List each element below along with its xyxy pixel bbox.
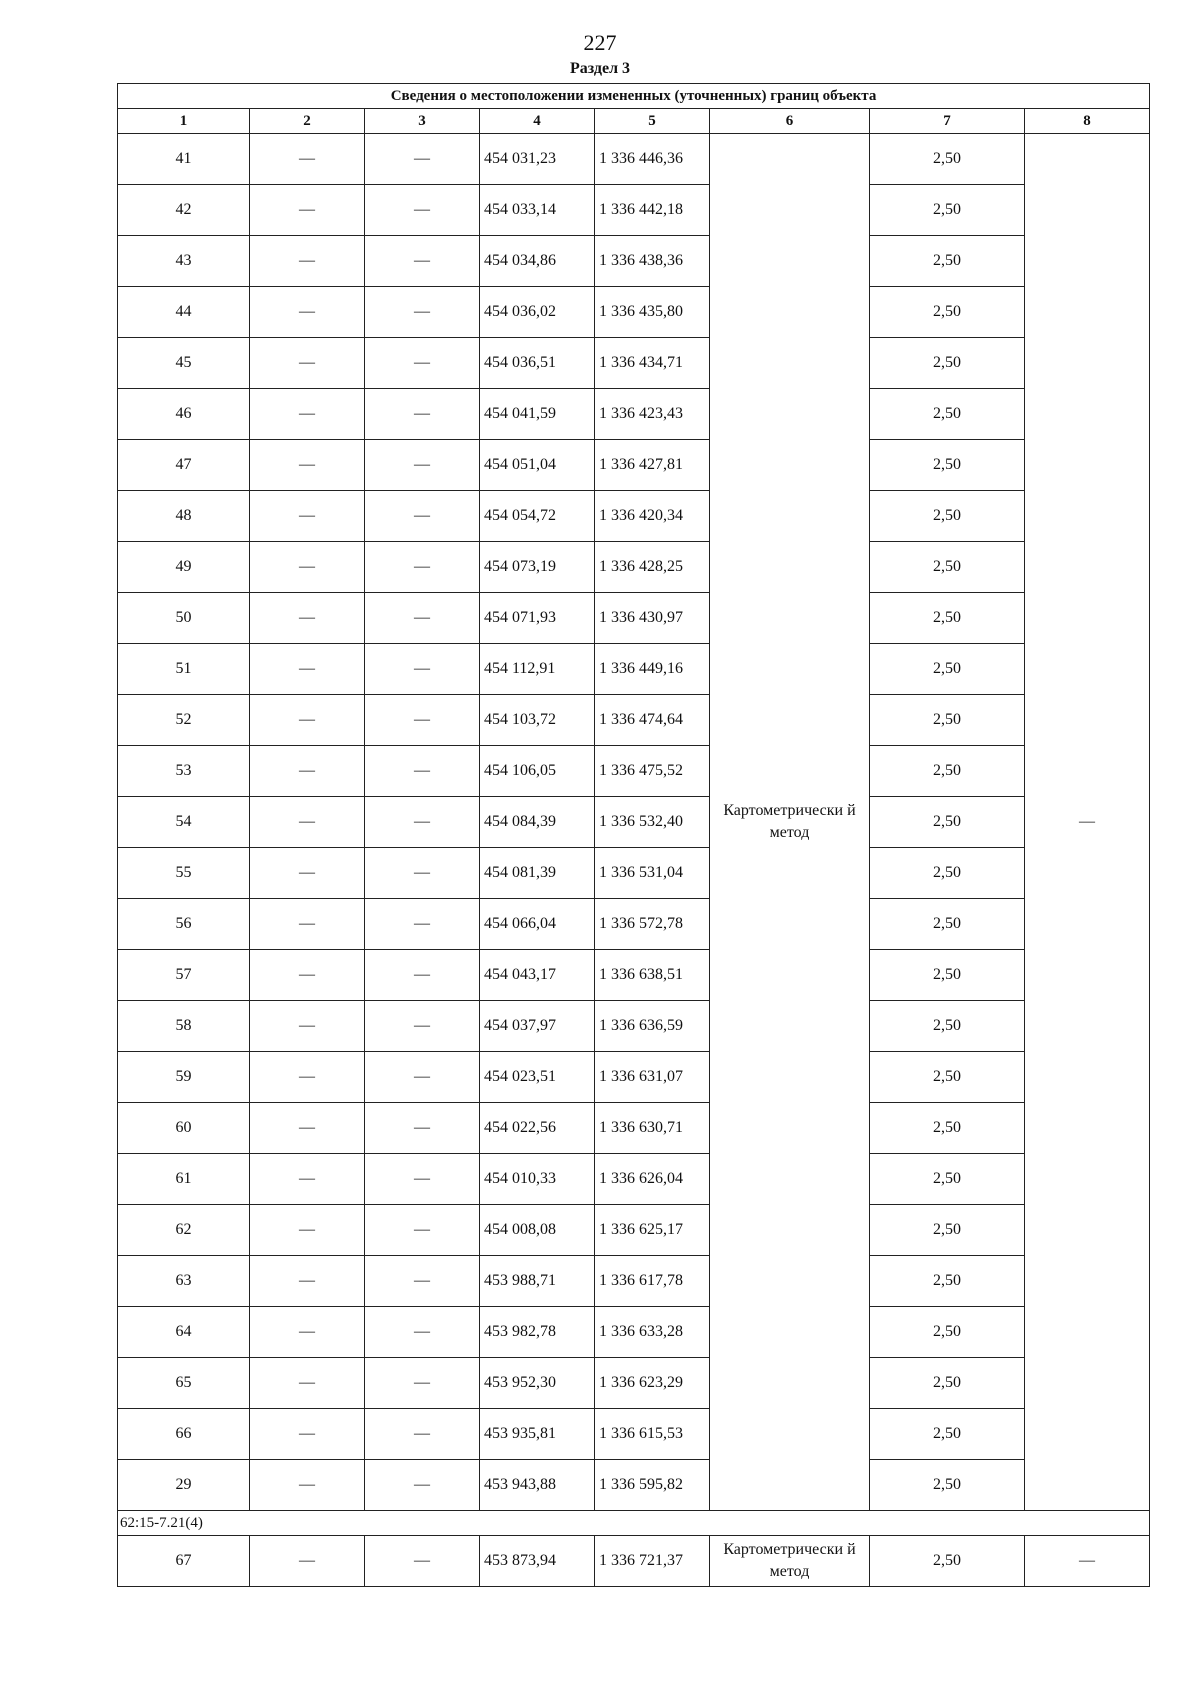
empty-dash: — (250, 797, 365, 848)
precision-value: 2,50 (870, 1256, 1025, 1307)
coordinate-x: 453 988,71 (480, 1256, 595, 1307)
point-number: 53 (118, 746, 250, 797)
precision-value: 2,50 (870, 491, 1025, 542)
empty-dash: — (250, 338, 365, 389)
precision-value: 2,50 (870, 593, 1025, 644)
empty-dash: — (250, 389, 365, 440)
column-number: 8 (1025, 109, 1150, 134)
point-number: 48 (118, 491, 250, 542)
empty-dash: — (365, 389, 480, 440)
table-row (118, 848, 1150, 899)
precision-value: 2,50 (870, 644, 1025, 695)
empty-dash: — (365, 338, 480, 389)
empty-dash: — (250, 593, 365, 644)
table-row (118, 1536, 1150, 1587)
point-number: 62 (118, 1205, 250, 1256)
point-number: 64 (118, 1307, 250, 1358)
empty-dash: — (250, 440, 365, 491)
table-row (118, 1154, 1150, 1205)
empty-dash: — (365, 287, 480, 338)
empty-dash: — (250, 185, 365, 236)
point-number: 46 (118, 389, 250, 440)
empty-dash: — (365, 236, 480, 287)
empty-dash: — (365, 491, 480, 542)
point-number: 54 (118, 797, 250, 848)
table-row (118, 338, 1150, 389)
column-number-row (118, 109, 1150, 134)
coordinate-y: 1 336 626,04 (595, 1154, 710, 1205)
table-row (118, 542, 1150, 593)
table-row (118, 1103, 1150, 1154)
precision-value: 2,50 (870, 1358, 1025, 1409)
table-row (118, 746, 1150, 797)
coordinate-x: 454 073,19 (480, 542, 595, 593)
empty-dash: — (250, 1154, 365, 1205)
empty-dash: — (365, 1409, 480, 1460)
coordinate-x: 454 008,08 (480, 1205, 595, 1256)
point-number: 55 (118, 848, 250, 899)
empty-dash: — (250, 491, 365, 542)
precision-value: 2,50 (870, 1536, 1025, 1587)
precision-value: 2,50 (870, 899, 1025, 950)
coordinate-x: 453 952,30 (480, 1358, 595, 1409)
precision-value: 2,50 (870, 1154, 1025, 1205)
precision-value: 2,50 (870, 542, 1025, 593)
coordinate-y: 1 336 623,29 (595, 1358, 710, 1409)
column-number: 1 (118, 109, 250, 134)
column-number: 6 (710, 109, 870, 134)
coordinate-y: 1 336 434,71 (595, 338, 710, 389)
empty-dash: — (250, 1409, 365, 1460)
empty-dash: — (365, 899, 480, 950)
coordinate-x: 454 031,23 (480, 134, 595, 185)
coordinate-x: 454 041,59 (480, 389, 595, 440)
empty-dash: — (365, 797, 480, 848)
empty-dash: — (250, 899, 365, 950)
precision-value: 2,50 (870, 1205, 1025, 1256)
coordinate-y: 1 336 638,51 (595, 950, 710, 1001)
point-number: 65 (118, 1358, 250, 1409)
coordinate-y: 1 336 449,16 (595, 644, 710, 695)
table-caption: Сведения о местоположении измененных (уточненных) границ объекта (118, 84, 1150, 109)
empty-dash: — (250, 1052, 365, 1103)
empty-dash: — (365, 134, 480, 185)
coordinate-y: 1 336 615,53 (595, 1409, 710, 1460)
page-number: 227 (583, 30, 617, 55)
empty-dash: — (365, 695, 480, 746)
table-row (118, 797, 1150, 848)
empty-dash: — (250, 695, 365, 746)
col8-dash: — (1025, 1536, 1150, 1587)
coordinate-y: 1 336 446,36 (595, 134, 710, 185)
coordinate-y: 1 336 630,71 (595, 1103, 710, 1154)
empty-dash: — (365, 1103, 480, 1154)
empty-dash: — (250, 1358, 365, 1409)
empty-dash: — (365, 1001, 480, 1052)
precision-value: 2,50 (870, 236, 1025, 287)
coordinate-y: 1 336 438,36 (595, 236, 710, 287)
precision-value: 2,50 (870, 389, 1025, 440)
coordinate-x: 454 054,72 (480, 491, 595, 542)
precision-value: 2,50 (870, 695, 1025, 746)
table-row (118, 950, 1150, 1001)
empty-dash: — (250, 1205, 365, 1256)
table-row (118, 491, 1150, 542)
point-number: 43 (118, 236, 250, 287)
point-number: 41 (118, 134, 250, 185)
coordinate-x: 453 943,88 (480, 1460, 595, 1511)
coordinate-x: 453 982,78 (480, 1307, 595, 1358)
coordinate-x: 454 036,51 (480, 338, 595, 389)
empty-dash: — (365, 746, 480, 797)
precision-value: 2,50 (870, 1052, 1025, 1103)
empty-dash: — (365, 644, 480, 695)
point-number: 56 (118, 899, 250, 950)
coordinate-y: 1 336 572,78 (595, 899, 710, 950)
empty-dash: — (250, 1460, 365, 1511)
coordinate-y: 1 336 617,78 (595, 1256, 710, 1307)
empty-dash: — (250, 1536, 365, 1587)
point-number: 61 (118, 1154, 250, 1205)
coordinate-y: 1 336 595,82 (595, 1460, 710, 1511)
coordinate-x: 454 081,39 (480, 848, 595, 899)
point-number: 51 (118, 644, 250, 695)
empty-dash: — (365, 542, 480, 593)
empty-dash: — (250, 542, 365, 593)
coordinate-x: 454 112,91 (480, 644, 595, 695)
empty-dash: — (365, 185, 480, 236)
table-row (118, 593, 1150, 644)
empty-dash: — (365, 1358, 480, 1409)
table-row (118, 185, 1150, 236)
point-number: 44 (118, 287, 250, 338)
coordinate-x: 454 034,86 (480, 236, 595, 287)
point-number: 66 (118, 1409, 250, 1460)
point-number: 52 (118, 695, 250, 746)
empty-dash: — (365, 593, 480, 644)
empty-dash: — (365, 1205, 480, 1256)
precision-value: 2,50 (870, 746, 1025, 797)
coordinate-x: 454 010,33 (480, 1154, 595, 1205)
coordinate-y: 1 336 474,64 (595, 695, 710, 746)
coordinate-x: 454 036,02 (480, 287, 595, 338)
group-label: 62:15-7.21(4) (118, 1511, 1150, 1536)
point-number: 60 (118, 1103, 250, 1154)
method-cell: Картометрически й метод (710, 134, 870, 1511)
coordinate-x: 454 033,14 (480, 185, 595, 236)
precision-value: 2,50 (870, 1460, 1025, 1511)
point-number: 58 (118, 1001, 250, 1052)
coordinate-y: 1 336 721,37 (595, 1536, 710, 1587)
empty-dash: — (250, 287, 365, 338)
table-row (118, 1052, 1150, 1103)
precision-value: 2,50 (870, 1103, 1025, 1154)
empty-dash: — (365, 1460, 480, 1511)
coordinate-y: 1 336 442,18 (595, 185, 710, 236)
coordinate-y: 1 336 631,07 (595, 1052, 710, 1103)
coordinate-y: 1 336 435,80 (595, 287, 710, 338)
table-row (118, 134, 1150, 185)
table-row (118, 644, 1150, 695)
precision-value: 2,50 (870, 848, 1025, 899)
point-number: 42 (118, 185, 250, 236)
coordinate-y: 1 336 427,81 (595, 440, 710, 491)
column-number: 5 (595, 109, 710, 134)
empty-dash: — (250, 1256, 365, 1307)
column-number: 2 (250, 109, 365, 134)
empty-dash: — (365, 1154, 480, 1205)
coordinate-x: 454 103,72 (480, 695, 595, 746)
precision-value: 2,50 (870, 1409, 1025, 1460)
coordinate-x: 454 023,51 (480, 1052, 595, 1103)
table-row (118, 1409, 1150, 1460)
coordinate-y: 1 336 428,25 (595, 542, 710, 593)
precision-value: 2,50 (870, 440, 1025, 491)
table-row (118, 440, 1150, 491)
coordinate-y: 1 336 633,28 (595, 1307, 710, 1358)
coordinate-x: 454 106,05 (480, 746, 595, 797)
empty-dash: — (250, 1307, 365, 1358)
group-row (118, 1511, 1150, 1536)
column-number: 3 (365, 109, 480, 134)
column-number: 7 (870, 109, 1025, 134)
empty-dash: — (365, 1052, 480, 1103)
point-number: 29 (118, 1460, 250, 1511)
table-row (118, 899, 1150, 950)
coordinate-x: 454 037,97 (480, 1001, 595, 1052)
coordinate-y: 1 336 423,43 (595, 389, 710, 440)
coordinate-y: 1 336 430,97 (595, 593, 710, 644)
coordinate-y: 1 336 625,17 (595, 1205, 710, 1256)
empty-dash: — (250, 950, 365, 1001)
coordinate-x: 454 043,17 (480, 950, 595, 1001)
coordinate-x: 454 071,93 (480, 593, 595, 644)
coordinate-x: 453 873,94 (480, 1536, 595, 1587)
col8-dash: — (1025, 134, 1150, 1511)
table-row (118, 236, 1150, 287)
coordinate-y: 1 336 475,52 (595, 746, 710, 797)
empty-dash: — (365, 1307, 480, 1358)
empty-dash: — (250, 1103, 365, 1154)
table-row (118, 287, 1150, 338)
point-number: 49 (118, 542, 250, 593)
precision-value: 2,50 (870, 1307, 1025, 1358)
empty-dash: — (365, 848, 480, 899)
empty-dash: — (250, 746, 365, 797)
empty-dash: — (250, 848, 365, 899)
coordinate-y: 1 336 531,04 (595, 848, 710, 899)
table-row (118, 695, 1150, 746)
precision-value: 2,50 (870, 185, 1025, 236)
point-number: 50 (118, 593, 250, 644)
column-number: 4 (480, 109, 595, 134)
point-number: 63 (118, 1256, 250, 1307)
coordinates-table (117, 83, 1150, 1587)
coordinate-y: 1 336 636,59 (595, 1001, 710, 1052)
empty-dash: — (250, 1001, 365, 1052)
precision-value: 2,50 (870, 287, 1025, 338)
coordinate-x: 454 022,56 (480, 1103, 595, 1154)
coordinate-x: 454 066,04 (480, 899, 595, 950)
point-number: 57 (118, 950, 250, 1001)
table-row (118, 1205, 1150, 1256)
table-row (118, 1358, 1150, 1409)
coordinate-x: 454 084,39 (480, 797, 595, 848)
table-row (118, 1307, 1150, 1358)
coordinate-y: 1 336 420,34 (595, 491, 710, 542)
empty-dash: — (365, 950, 480, 1001)
coordinate-x: 453 935,81 (480, 1409, 595, 1460)
section-title: Раздел 3 (569, 60, 631, 77)
precision-value: 2,50 (870, 950, 1025, 1001)
precision-value: 2,50 (870, 1001, 1025, 1052)
empty-dash: — (250, 134, 365, 185)
precision-value: 2,50 (870, 797, 1025, 848)
table-row (118, 1256, 1150, 1307)
coordinate-x: 454 051,04 (480, 440, 595, 491)
table-row (118, 1460, 1150, 1511)
empty-dash: — (365, 440, 480, 491)
coordinate-y: 1 336 532,40 (595, 797, 710, 848)
precision-value: 2,50 (870, 338, 1025, 389)
table-row (118, 389, 1150, 440)
method-cell: Картометрически й метод (710, 1536, 870, 1587)
point-number: 59 (118, 1052, 250, 1103)
empty-dash: — (365, 1256, 480, 1307)
table-row (118, 1001, 1150, 1052)
point-number: 47 (118, 440, 250, 491)
empty-dash: — (365, 1536, 480, 1587)
point-number: 67 (118, 1536, 250, 1587)
empty-dash: — (250, 644, 365, 695)
point-number: 45 (118, 338, 250, 389)
precision-value: 2,50 (870, 134, 1025, 185)
empty-dash: — (250, 236, 365, 287)
